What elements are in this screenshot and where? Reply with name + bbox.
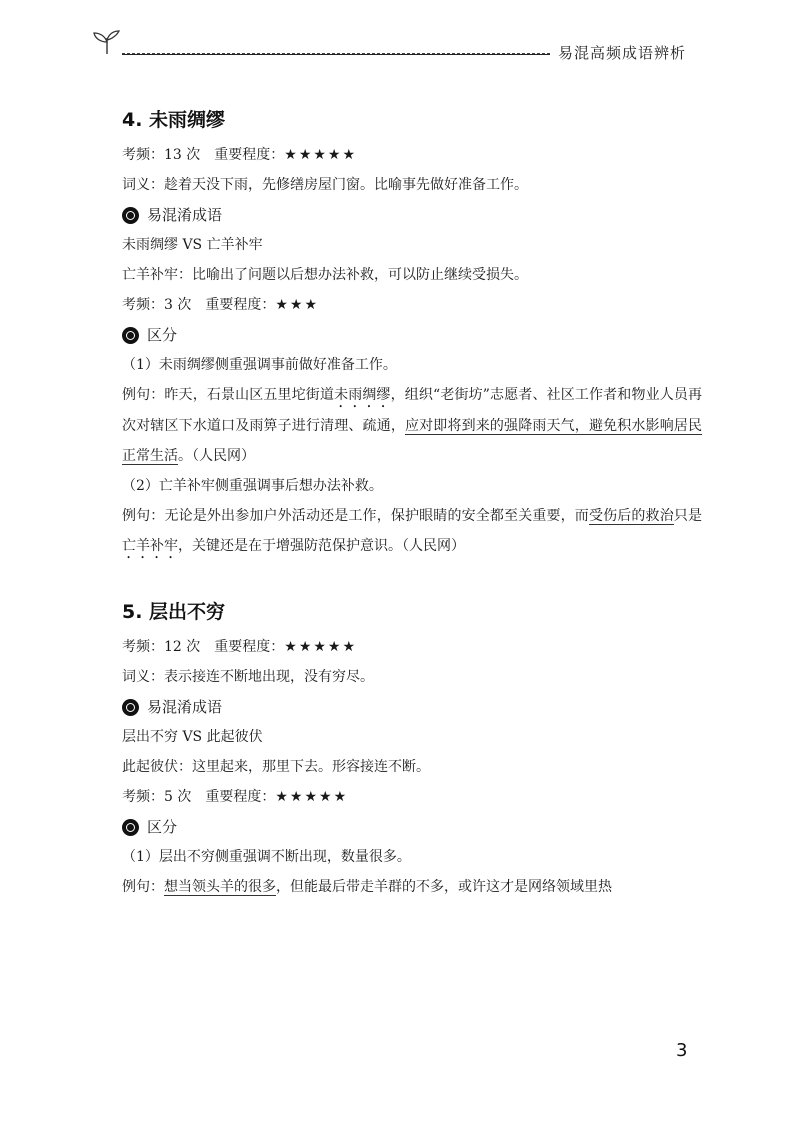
- badge-icon: [122, 327, 139, 344]
- difference-point: （2）亡羊补牢侧重强调事后想办法补救。: [122, 478, 383, 494]
- page-number: 3: [676, 1040, 688, 1061]
- emphasized-idiom: 未雨绸缪: [334, 387, 391, 403]
- other-meaning-line: 亡羊补牢：比喻出了问题以后想办法补救，可以防止继续受损失。: [122, 267, 528, 283]
- frequency-line: [122, 632, 702, 662]
- underlined-phrase: 应对即将到来的强降雨天气，避免积水影响居民正常生活: [122, 418, 702, 464]
- difference-heading: [122, 320, 702, 350]
- sprout-icon: [90, 30, 124, 56]
- difference-heading-label: 区分: [147, 818, 178, 836]
- meaning-line: 词义：表示接连不断地出现，没有穷尽。: [122, 669, 374, 685]
- frequency-label: 考频：5 次 重要程度：: [122, 789, 276, 805]
- example-text: 例句：: [122, 879, 164, 895]
- badge-icon: [122, 819, 139, 836]
- confusion-heading-label: 易混淆成语: [147, 206, 223, 224]
- entry-title: 4. 未雨绸缪: [122, 109, 226, 131]
- example-text: 只是: [673, 508, 703, 524]
- page-content: [122, 100, 702, 902]
- confusion-heading-label: 易混淆成语: [147, 698, 223, 716]
- other-frequency-line: [122, 290, 702, 320]
- confusion-heading: [122, 692, 702, 722]
- frequency-label: 考频：12 次 重要程度：: [122, 639, 285, 655]
- header-title: 易混高频成语辨析: [558, 44, 687, 62]
- idiom-pair: 层出不穷 VS 此起彼伏: [122, 729, 263, 745]
- importance-stars: ★★★★★: [284, 639, 358, 655]
- example-sentence: [122, 872, 702, 902]
- header-rule: [122, 54, 550, 55]
- importance-stars: ★★★★★: [284, 147, 358, 163]
- difference-heading: [122, 812, 702, 842]
- difference-point: （1）层出不穷侧重强调不断出现，数量很多。: [122, 849, 411, 865]
- underlined-phrase: 受伤后的救治: [588, 508, 674, 524]
- other-frequency-line: [122, 782, 702, 812]
- importance-stars: ★★★: [275, 297, 320, 313]
- meaning-line: 词义：趁着天没下雨，先修缮房屋门窗。比喻事先做好准备工作。: [122, 177, 528, 193]
- example-text: 。（人民网）: [178, 448, 255, 464]
- idiom-entry: [122, 592, 702, 902]
- section-gap: [122, 562, 702, 592]
- example-text: 例句：无论是外出参加户外活动还是工作，保护眼睛的安全都至关重要，而: [122, 508, 589, 524]
- frequency-line: [122, 140, 702, 170]
- example-text: ，关键还是在于增强防范保护意识。（人民网）: [178, 538, 465, 554]
- idiom-entry: [122, 100, 702, 562]
- badge-icon: [122, 207, 139, 224]
- example-text: 例句：昨天，石景山区五里坨街道: [122, 387, 335, 403]
- idiom-pair: 未雨绸缪 VS 亡羊补牢: [122, 237, 263, 253]
- difference-heading-label: 区分: [147, 326, 178, 344]
- example-text: ，组织“老街坊”志愿者、社区工作者和物业人员再次对辖区下水道口及雨箅子进行清理、疏通，: [122, 387, 702, 434]
- frequency-label: 考频：3 次 重要程度：: [122, 297, 276, 313]
- difference-point: （1）未雨绸缪侧重强调事前做好准备工作。: [122, 357, 397, 373]
- frequency-label: 考频：13 次 重要程度：: [122, 147, 285, 163]
- example-sentence: [122, 501, 702, 562]
- other-meaning-line: 此起彼伏：这里起来，那里下去。形容接连不断。: [122, 759, 430, 775]
- page-header: [0, 0, 800, 80]
- example-text: ，但能最后带走羊群的不多，或许这才是网络领域里热: [276, 879, 612, 895]
- confusion-heading: [122, 200, 702, 230]
- emphasized-idiom: 亡羊补牢: [122, 538, 178, 554]
- importance-stars: ★★★★★: [275, 789, 349, 805]
- badge-icon: [122, 699, 139, 716]
- entry-title: 5. 层出不穷: [122, 601, 226, 623]
- underlined-phrase: 想当领头羊的很多: [164, 879, 276, 895]
- example-sentence: [122, 380, 702, 471]
